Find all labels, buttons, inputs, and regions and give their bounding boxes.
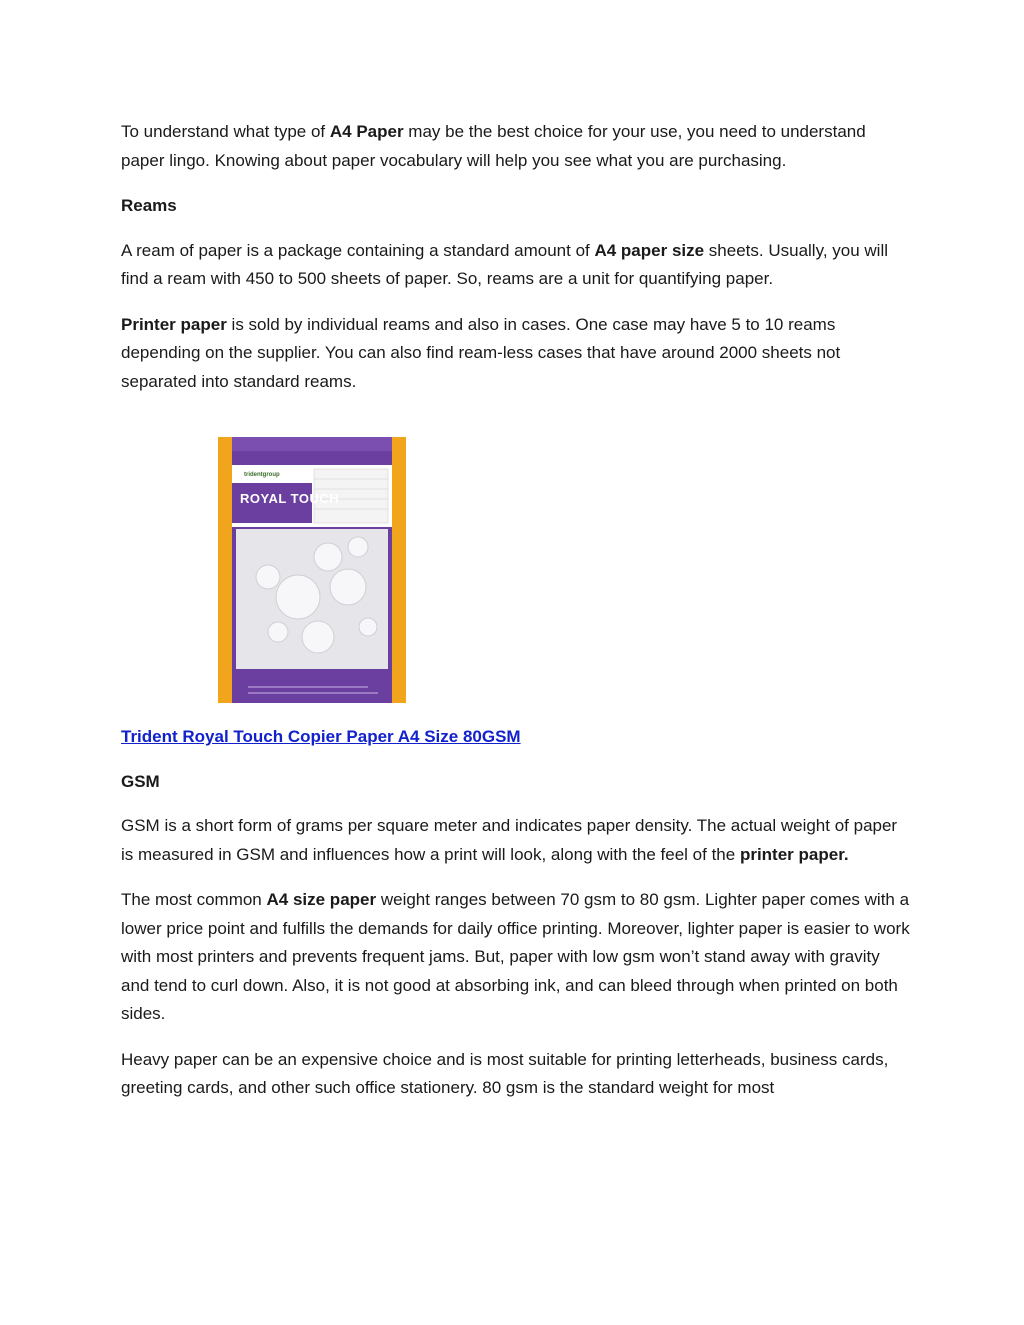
box-title-text: ROYAL TOUCH (240, 491, 340, 506)
product-link-paragraph (121, 723, 911, 752)
product-link[interactable]: Trident Royal Touch Copier Paper A4 Size 80GSM (121, 727, 521, 746)
gsm-bold-printer-paper: printer paper. (739, 844, 849, 864)
product-image (218, 437, 406, 703)
intro-paragraph (121, 118, 911, 175)
ream-definition-paragraph (121, 237, 911, 294)
gsm-definition-paragraph (121, 812, 911, 869)
common-text-1: The most common (121, 890, 267, 909)
box-brand-text: tridentgroup (244, 472, 280, 478)
intro-text-1: To understand what type of (121, 122, 330, 141)
printer-text: is sold by individual reams and also in cases. One case may have 5 to 10 reams depending on the supplier. You can also find ream-less cases that have around 2000 sheets not separated into standard reams. (121, 314, 841, 391)
printer-paper-paragraph (121, 311, 911, 397)
ream-text-2: sheets. Usually, you will find a ream with 450 to 500 sheets of paper. So, reams are a unit for quantifying paper. (121, 240, 888, 288)
heavy-paper-paragraph: Heavy paper can be an expensive choice and is most suitable for printing letterheads, business cards, greeting cards, and other such office stationery. 80 gsm is the standard weight for most (121, 1049, 889, 1097)
reams-heading: Reams (121, 196, 177, 215)
intro-text-2: may be the best choice for your use, you need to understand paper lingo. Knowing about paper vocabulary will help you see what you are purchasing. (121, 122, 866, 170)
gsm-text: GSM is a short form of grams per square meter and indicates paper density. The actual weight of paper is measured in GSM and influences how a print will look, along with the feel of the (121, 816, 898, 864)
common-text-2: weight ranges between 70 gsm to 80 gsm. Lighter paper comes with a lower price point and fulfills the demands for daily office printing. Moreover, lighter paper is easier to work with most printers and prevents frequent jams. But, paper with low gsm won’t stand away with gravity and tend to curl down. Also, it is not good at absorbing ink, and can bleed through when printed on both sides. (121, 890, 910, 1023)
common-weight-paragraph (121, 886, 911, 1029)
document-page (121, 118, 911, 1120)
common-bold-a4-size-paper: A4 size paper (266, 890, 377, 909)
gsm-heading: GSM (121, 771, 160, 791)
printer-bold: Printer paper (121, 314, 227, 334)
ream-text-1: A ream of paper is a package containing a standard amount of (121, 240, 595, 260)
ream-bold-a4-paper-size: A4 paper size (594, 240, 705, 260)
intro-bold-a4-paper: A4 Paper (329, 122, 404, 141)
